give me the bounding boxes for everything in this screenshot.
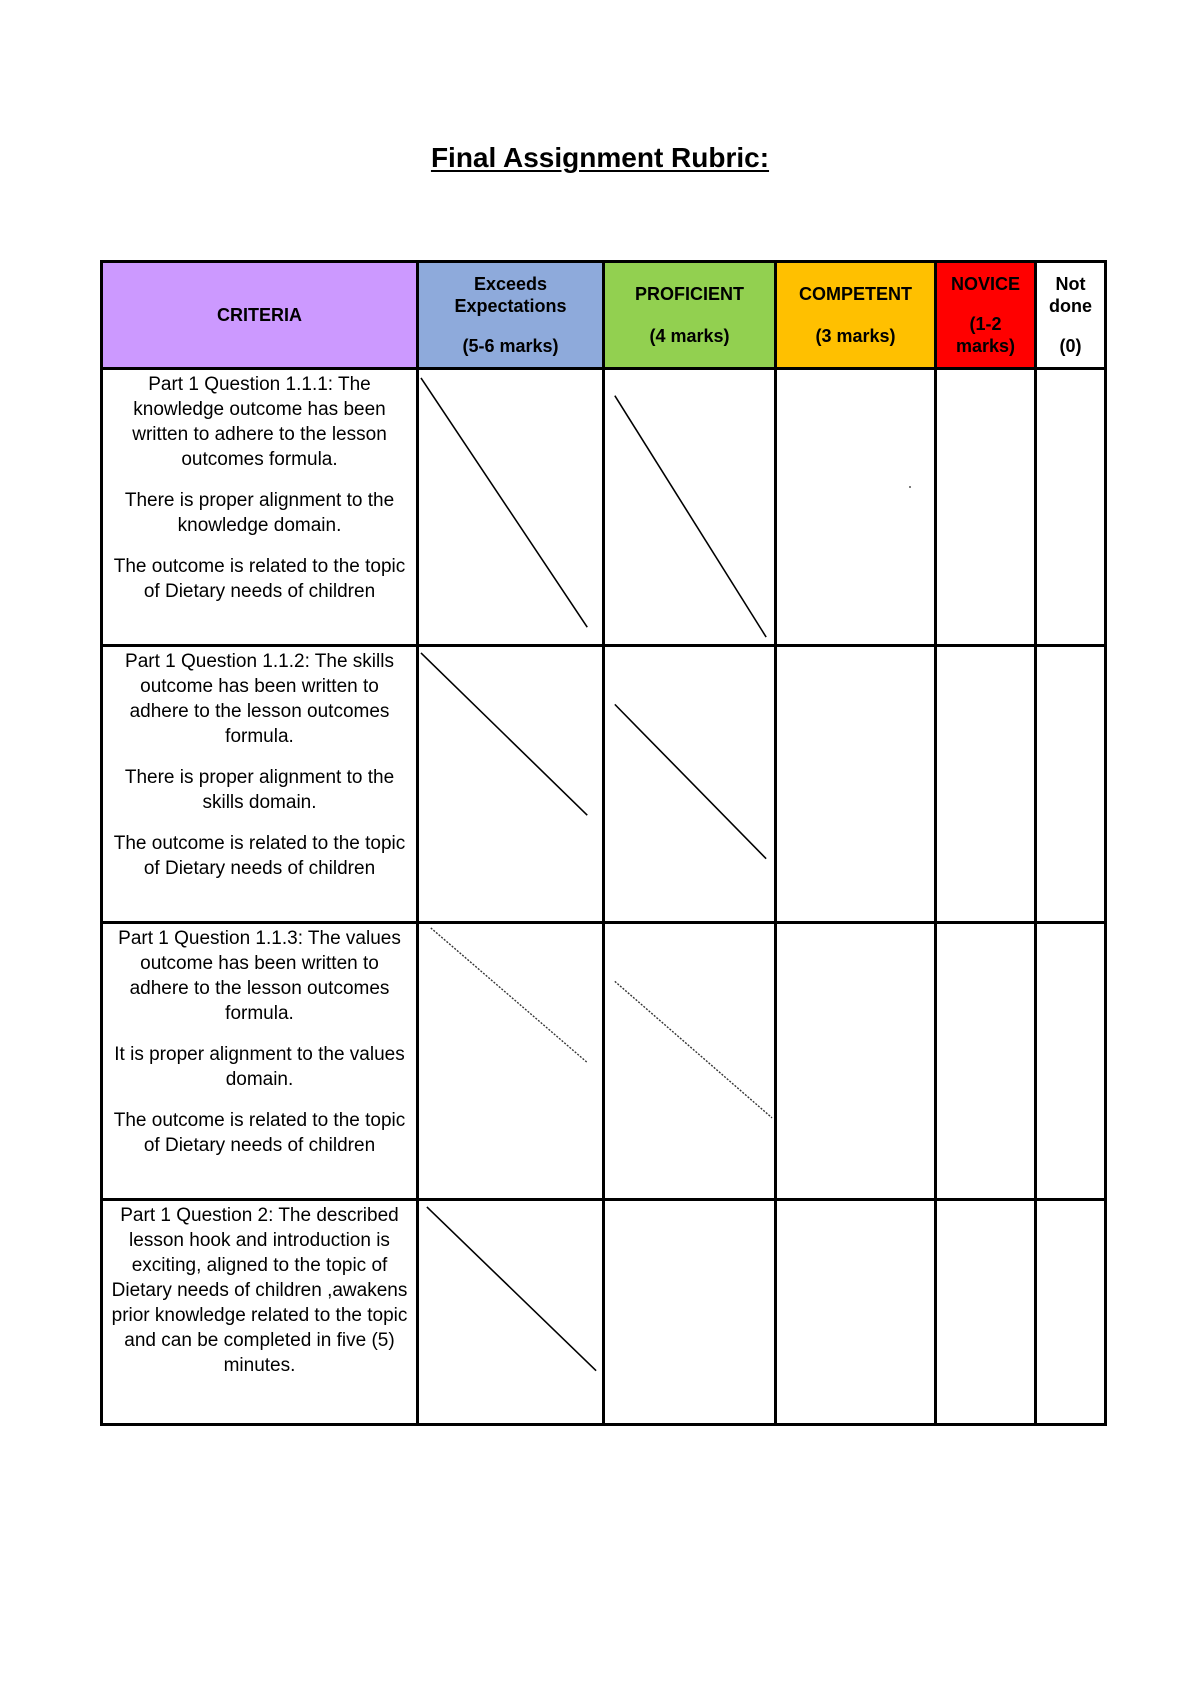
novice-cell[interactable] [936, 923, 1036, 1200]
competent-cell[interactable] [776, 1200, 936, 1425]
table-row [102, 923, 1106, 1200]
exceeds-cell[interactable] [418, 646, 604, 923]
novice-header-marks-line2: marks) [955, 336, 1016, 356]
competent-header-label: COMPETENT [798, 284, 912, 304]
proficient-header-label: PROFICIENT [634, 284, 744, 304]
novice-cell[interactable] [936, 646, 1036, 923]
competent-header [776, 262, 936, 369]
rubric-table [100, 260, 1107, 1426]
strike-line [419, 647, 602, 921]
proficient-cell[interactable] [604, 369, 776, 646]
exceeds-header-line1: Exceeds [473, 274, 548, 294]
exceeds-cell[interactable] [418, 923, 604, 1200]
novice-cell[interactable] [936, 1200, 1036, 1425]
competent-cell[interactable] [776, 369, 936, 646]
page-title: Final Assignment Rubric: [430, 142, 770, 173]
table-row [102, 369, 1106, 646]
criteria-text: The outcome is related to the topic of Dietary needs of children [113, 833, 406, 879]
proficient-header [604, 262, 776, 369]
criteria-text: There is proper alignment to the knowledge domain. [124, 490, 395, 536]
notdone-cell[interactable] [1036, 923, 1106, 1200]
strike-line [419, 924, 602, 1198]
table-row [102, 1200, 1106, 1425]
criteria-text: Part 1 Question 2: The described lesson hook and introduction is exciting, aligned to the topic of Dietary needs of children ,awakens prior knowledge related to the topic and can be completed in five (5) minutes. [111, 1205, 408, 1376]
proficient-cell[interactable] [604, 646, 776, 923]
criteria-text: Part 1 Question 1.1.1: The knowledge outcome has been written to adhere to the lesson outcomes formula. [132, 374, 387, 470]
criteria-text: Part 1 Question 1.1.2: The skills outcome has been written to adhere to the lesson outcomes formula. [125, 651, 394, 747]
criteria-text: It is proper alignment to the values domain. [114, 1044, 405, 1090]
strike-line [605, 924, 774, 1198]
strike-line [605, 647, 774, 921]
notdone-header-line1: Not [1055, 274, 1086, 294]
notdone-header-marks: (0) [1059, 336, 1082, 356]
notdone-header [1036, 262, 1106, 369]
notdone-header-line2: done [1049, 296, 1092, 316]
stray-dot [909, 486, 911, 488]
header-row [102, 262, 1106, 369]
novice-header-label: NOVICE [950, 274, 1020, 294]
strike-line [605, 370, 774, 644]
novice-header-marks-line1: (1-2 [969, 314, 1002, 334]
proficient-header-marks: (4 marks) [649, 326, 730, 346]
table-row [102, 646, 1106, 923]
criteria-cell [102, 923, 418, 1200]
criteria-text: There is proper alignment to the skills domain. [124, 767, 395, 813]
exceeds-header-marks: (5-6 marks) [462, 336, 559, 356]
proficient-cell[interactable] [604, 1200, 776, 1425]
competent-cell[interactable] [776, 923, 936, 1200]
notdone-cell[interactable] [1036, 646, 1106, 923]
exceeds-header [418, 262, 604, 369]
novice-cell[interactable] [936, 369, 1036, 646]
criteria-text: Part 1 Question 1.1.3: The values outcome has been written to adhere to the lesson outcomes formula. [118, 928, 401, 1024]
criteria-text: The outcome is related to the topic of Dietary needs of children [113, 556, 406, 602]
competent-cell[interactable] [776, 646, 936, 923]
exceeds-cell[interactable] [418, 1200, 604, 1425]
criteria-header-label: CRITERIA [217, 305, 302, 325]
strike-line [419, 1201, 602, 1423]
criteria-cell [102, 646, 418, 923]
criteria-text: The outcome is related to the topic of Dietary needs of children [113, 1110, 406, 1156]
criteria-header [102, 262, 418, 369]
strike-line [419, 370, 602, 644]
criteria-cell [102, 369, 418, 646]
criteria-cell [102, 1200, 418, 1425]
proficient-cell[interactable] [604, 923, 776, 1200]
exceeds-cell[interactable] [418, 369, 604, 646]
novice-header [936, 262, 1036, 369]
competent-header-marks: (3 marks) [815, 326, 896, 346]
notdone-cell[interactable] [1036, 1200, 1106, 1425]
notdone-cell[interactable] [1036, 369, 1106, 646]
exceeds-header-line2: Expectations [454, 296, 567, 316]
